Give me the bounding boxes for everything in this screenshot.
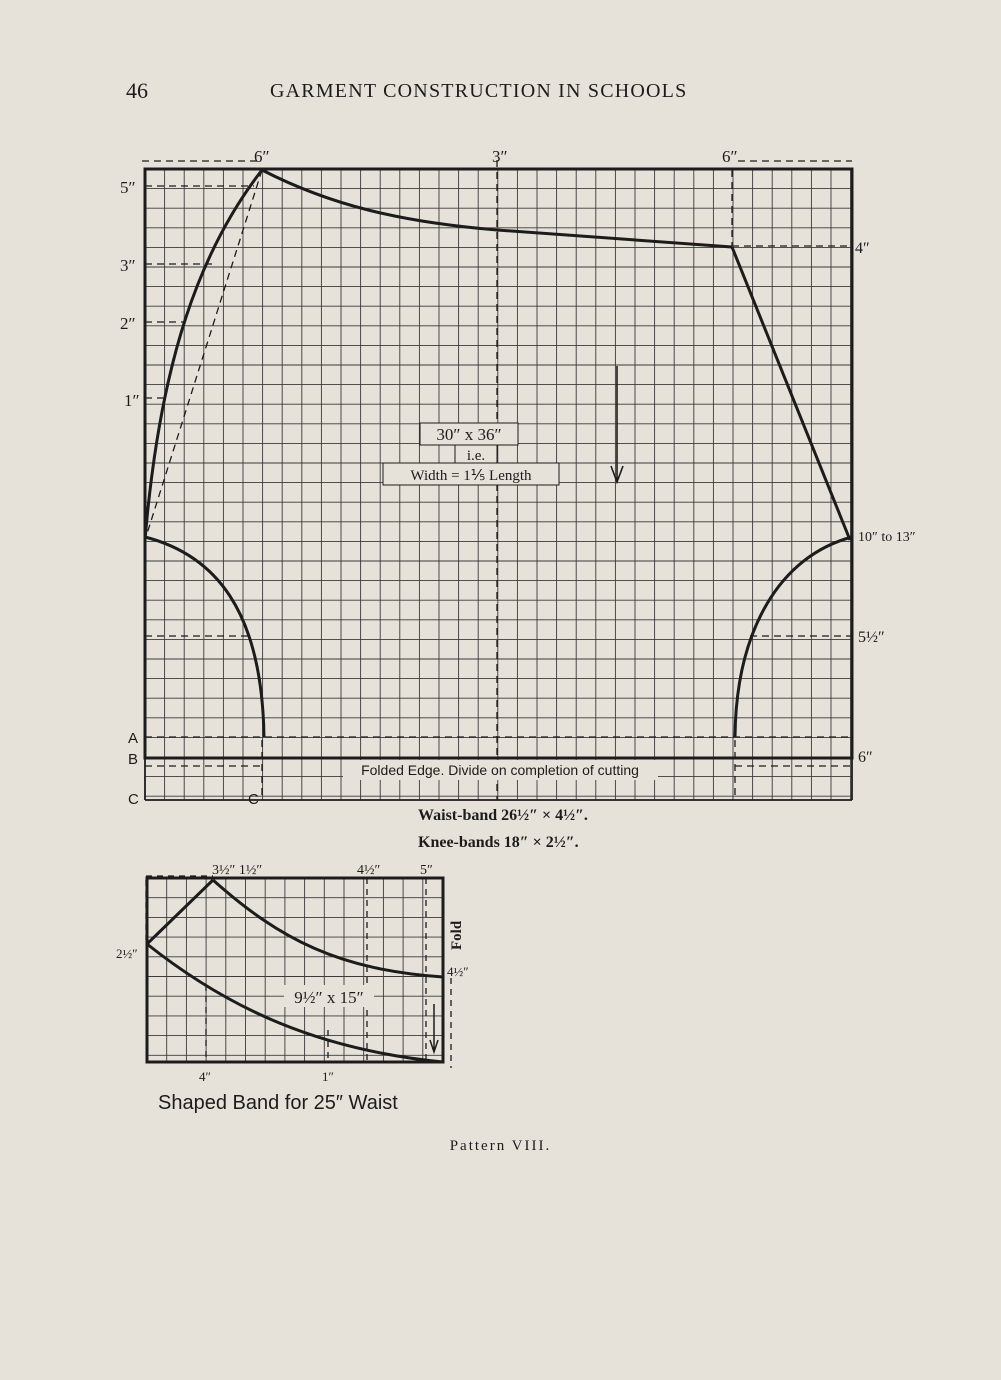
top-label-center: 3″ (492, 147, 508, 166)
folded-edge-note: Folded Edge. Divide on completion of cutting (361, 762, 639, 778)
pattern-caption: Pattern VIII. (449, 1138, 552, 1154)
line-letter-c-left: C (128, 791, 139, 808)
running-title: GARMENT CONSTRUCTION IN SCHOOLS (270, 80, 688, 102)
main-labels (120, 147, 916, 851)
line-letter-c-right: C (248, 791, 259, 808)
left-label-4: 1″ (124, 391, 140, 410)
band-dims: 9½″ x 15″ (294, 988, 364, 1007)
band-top-label-3: 5″ (420, 863, 433, 878)
band-outline (147, 878, 443, 1062)
left-label-1: 5″ (120, 178, 136, 197)
left-label-3: 2″ (120, 314, 136, 333)
right-label-knee: 5½″ (858, 629, 885, 646)
proportion-ie: i.e. (466, 448, 486, 464)
band-upper-curve (213, 880, 443, 977)
right-label-waist: 4″ (855, 240, 870, 257)
band-top-label-2: 4½″ (357, 863, 381, 878)
band-bottom-label-1: 4″ (199, 1069, 211, 1084)
waist-band-size: Waist-band 26½″ × 4½″. (418, 807, 588, 824)
line-letter-a: A (128, 730, 139, 747)
band-top-label-1: 3½″ 1½″ (212, 863, 263, 878)
top-label-left: 6″ (254, 147, 270, 166)
band-grain-arrow (430, 1004, 438, 1052)
right-label-hip: 10″ to 13″ (858, 530, 916, 545)
band-bottom-label-2: 1″ (322, 1069, 334, 1084)
band-right-label: 4½″ (447, 964, 469, 979)
right-label-bottom: 6″ (858, 749, 873, 766)
band-left-label: 2½″ (116, 946, 138, 961)
leg-curve-left (145, 537, 264, 737)
page-number: 46 (126, 78, 148, 103)
line-letter-b: B (128, 751, 139, 768)
top-label-right: 6″ (722, 147, 738, 166)
left-label-2: 3″ (120, 256, 136, 275)
proportion-dims: 30″ x 36″ (436, 425, 502, 444)
side-seam (732, 247, 850, 540)
knee-bands-size: Knee-bands 18″ × 2½″. (418, 834, 579, 851)
proportion-ratio: Width = 1⅕ Length (410, 468, 532, 484)
shaped-band-grid (147, 878, 443, 1062)
band-fold-label: Fold (449, 920, 465, 950)
shaped-band-title: Shaped Band for 25″ Waist (158, 1092, 398, 1114)
